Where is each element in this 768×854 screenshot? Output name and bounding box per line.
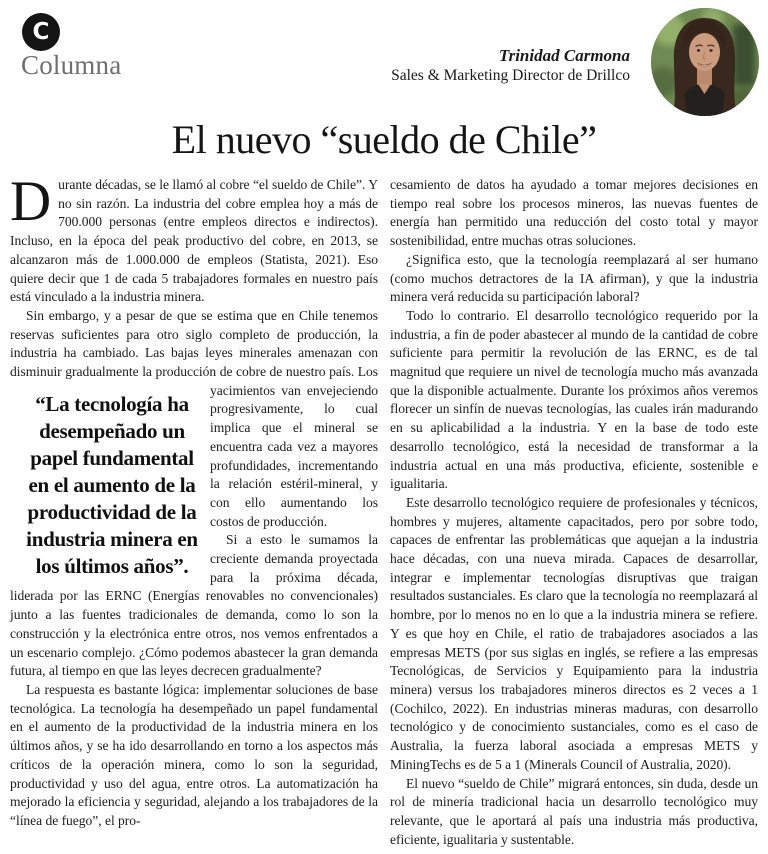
section-badge-letter: C bbox=[32, 19, 50, 45]
paragraph-text: urante décadas, se le llamó al cobre “el sueldo de Chile”. Y no sin razón. La industria del cobre emplea hoy a más de 700.000 personas (entre empleos directos e indirectos). Incluso, en la época del peak productivo del cobre, en 2013, se alcanzaron más de 1.000.000 de empleos (Statista, 2021). Eso quiere decir que 1 de cada 5 trabajadores formales en nuestro país está vinculado a la industria minera. bbox=[10, 177, 378, 305]
paragraph: Todo lo contrario. El desarrollo tecnológico requerido por la industria, a fin de poder abastecer al mundo de la cantidad de cobre suficiente para permitir la revolución de las ERNC, es de tal magnitud que requiere un nivel de tecnología mucho más avanzada que la disponible actualmente. Durante los próximos años veremos florecer un sinfín de nuevas tecnologías, las cuales irán madurando en su aplicabilidad a la industria. Y en la base de todo este desarrollo tecnológico, está la necesidad de transformar a la industria actual en una más productiva, eficiente, sostenible e igualitaria. bbox=[390, 307, 758, 492]
paragraph: Si a esto le sumamos la creciente demanda proyectada para la próxima década, liderada por las ERNC (Energías renovables no convencionales) junto a las fuentes tradicionales de demanda, como lo son la construcción y la electrónica entre otros, nos vemos enfrentados a un escenario complejo. ¿Cómo podemos abastecer la gran demanda futura, al tiempo en que las leyes decrecen gradualmente? bbox=[10, 532, 378, 679]
paragraph-lead bbox=[10, 170, 378, 307]
article-title: El nuevo “sueldo de Chile” bbox=[171, 117, 597, 162]
author-role: Sales & Marketing Director de Drillco bbox=[391, 67, 630, 85]
paragraph: El nuevo “sueldo de Chile” migrará entonces, sin duda, desde un rol de minería tradicional hacia un desarrollo tecnológico muy relevante, que le aportará al país una industria más productiva, eficiente, igualitaria y sustentable. bbox=[390, 775, 758, 847]
portrait-photo-icon bbox=[651, 8, 759, 116]
paragraph: La respuesta es bastante lógica: implementar soluciones de base tecnológica. La tecnología ha desempeñado un papel fundamental en el aumento de la productividad de la industria minera en los últimos años, y se ha ido desarrollando en torno a los aspectos más críticos de la operación minera, como lo son la seguridad, productividad y uso del agua, entre otros. La automatización ha mejorado la eficiencia y seguridad, alejando a los trabajadores de la “línea de fuego”, el pro- bbox=[10, 681, 378, 828]
page-header bbox=[0, 0, 768, 116]
paragraph: Este desarrollo tecnológico requiere de profesionales y técnicos, hombres y mujeres, altamente capacitados, pero por sobre todo, capaces de enfrentar las problemáticas que aquejan a la industria hace décadas, con una nueva mirada. Capaces de desarrollar, integrar e implementar tecnologías disruptivas que traigan resultados sustanciales. Es claro que la tecnología no reemplazará al hombre, por lo menos no en lo que a la industria minera se refiere. Y es que hoy en Chile, el ratio de trabajadores asociados a las empresas METS (por sus siglas en inglés, se refiere a las empresas Tecnológicas, de Servicios y Equipamiento para la industria minera) versus los trabajadores mineros directos es 2 veces a 1 (Cochilco, 2022). En industrias mineras maduras, con desarrollo tecnológico y de conocimiento sustanciales, como es el caso de Australia, la fuerza laboral asociada a empresas METS y MiningTechs es de 5 a 1 (Minerals Council of Australia, 2020). bbox=[390, 494, 758, 772]
paragraph-text: Sin embargo, y a pesar de que se estima que en Chile tenemos reservas suficientes para otro siglo completo de producción, la industria ha cambiado. Las bajas leyes minerales amenazan con disminuir gradualmente la producción de cobre de bbox=[10, 307, 378, 380]
section-label: Columna bbox=[21, 50, 122, 80]
pull-quote: “La tecnología ha desempeñado un papel fundamental en el aumento de la productividad de la industria minera en los últimos años”. bbox=[26, 391, 198, 578]
paragraph bbox=[10, 307, 379, 578]
column-left bbox=[10, 170, 379, 849]
paragraph-text: nuestro país. Los yacimientos van envejeciendo progresivamente, lo cual implica que el mineral se encuentra cada vez a mayores profundidades, incrementando la relación estéril-mineral, y con ello aumentando los costos de producción. bbox=[210, 364, 379, 529]
section-badge bbox=[22, 13, 60, 51]
drop-cap: D bbox=[10, 170, 52, 233]
paragraph: cesamiento de datos ha ayudado a tomar mejores decisiones en tiempo real sobre los procesos mineros, las nuevas fuentes de energía han permitido una reducción del costo total y mayor sostenibilidad, entre muchas otras soluciones. bbox=[390, 177, 758, 249]
author-avatar bbox=[651, 8, 759, 116]
paragraph: ¿Significa esto, que la tecnología reemplazará al ser humano (como muchos detractores de la IA afirman), y que la industria minera verá reducida su participación laboral? bbox=[390, 251, 758, 305]
column-right bbox=[390, 176, 758, 849]
article-body bbox=[0, 170, 768, 849]
author-block bbox=[391, 45, 630, 85]
author-name: Trinidad Carmona bbox=[498, 46, 630, 65]
